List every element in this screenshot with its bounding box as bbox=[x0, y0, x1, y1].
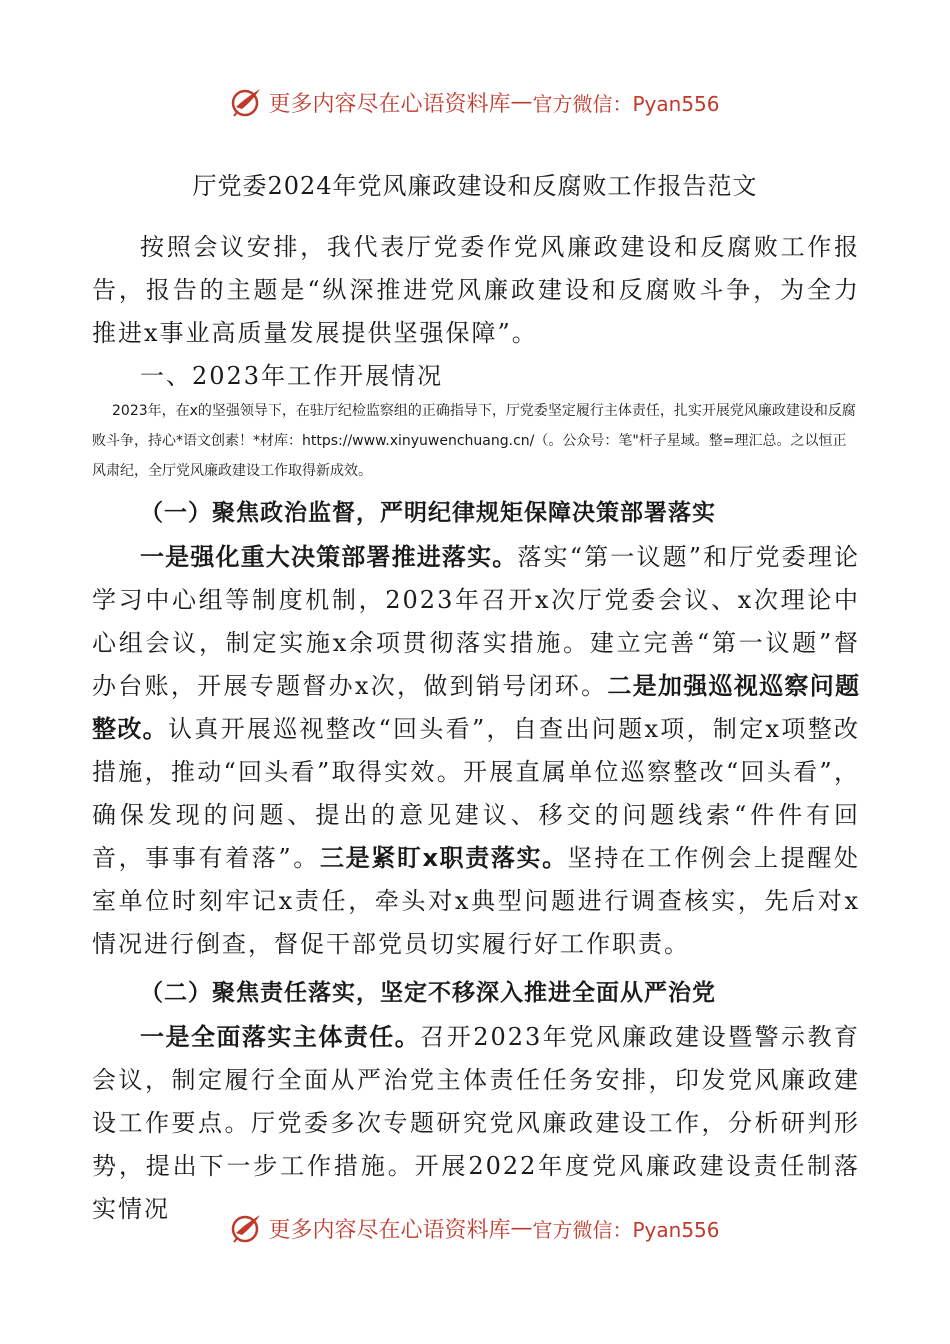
watermark-banner-top bbox=[0, 82, 950, 122]
watermark-brand: 更多内容尽在心语资料库 bbox=[268, 1217, 511, 1243]
watermark-brand: 更多内容尽在心语资料库 bbox=[268, 91, 511, 117]
sub2-point1-text: 召开2023年党风廉政建设暨警示教育会议，制定履行全面从严治党主体责任任务安排，印发党风廉政建设工作要点。厅党委多次专题研究党风廉政建设工作，分析研判形势，提出下一步工作措施。开展2022年度党风廉政建设责任制落实情况 bbox=[92, 1023, 861, 1223]
section1-heading: 一、2023年工作开展情况 bbox=[140, 362, 444, 390]
document-title: 厅党委2024年党风廉政建设和反腐败工作报告范文 bbox=[192, 172, 758, 200]
watermark-contact: 官方微信：Pyan556 bbox=[532, 1217, 720, 1242]
subsection1-body bbox=[92, 536, 860, 966]
section1-summary bbox=[92, 396, 860, 486]
sub1-point3-lead: 三是紧盯x职责落实。 bbox=[319, 844, 568, 872]
sub1-point3-text: 坚持在工作例会上提醒处室单位时刻牢记x责任，牵头对x典型问题进行调查核实，先后对x情况进行倒查，督促干部党员切实履行好工作职责。 bbox=[92, 844, 861, 958]
sub1-point1-text: 落实“第一议题”和厅党委理论学习中心组等制度机制，2023年召开x次厅党委会议、x次理论中心组会议，制定实施x余项贯彻落实措施。建立完善“第一议题”督办台账，开展专题督办x次，做到销号闭环。 bbox=[92, 543, 860, 700]
sub1-point2-text: 认真开展巡视整改“回头看”，自查出问题x项，制定x项整改措施，推动“回头看”取得实效。开展直属单位巡察整改“回头看”，确保发现的问题、提出的意见建议、移交的问题线索“件件有回音，事事有着落”。 bbox=[92, 715, 861, 872]
sub2-point1-lead: 一是全面落实主体责任。 bbox=[140, 1023, 421, 1051]
watermark-separator: — bbox=[510, 89, 533, 115]
section1-summary-text: 2023年，在x的坚强领导下，在驻厅纪检监察组的正确指导下，厅党委坚定履行主体责任，扎实开展党风廉政建设和反腐败斗争，持心*语文创素！*材库：https://www.xinyuwenchuang.cn/（。公众号：笔"杆子星域。整=理汇总。之以恒正风肃纪，全厅党风廉政建设工作取得新成效。 bbox=[92, 403, 856, 479]
watermark-contact: 官方微信：Pyan556 bbox=[532, 91, 720, 116]
subsection2-heading: （二）聚焦责任落实，坚定不移深入推进全面从严治党 bbox=[140, 980, 716, 1006]
subsection1-heading: （一）聚焦政治监督，严明纪律规矩保障决策部署落实 bbox=[140, 500, 716, 526]
quill-pen-logo bbox=[230, 85, 264, 119]
sub1-point1-lead: 一是强化重大决策部署推进落实。 bbox=[140, 543, 518, 571]
subsection2-body bbox=[92, 1016, 860, 1231]
sub1-point2-lead: 二是加强巡视巡察问题整改。 bbox=[92, 672, 860, 743]
quill-pen-logo bbox=[230, 1211, 264, 1245]
watermark-separator: — bbox=[510, 1215, 533, 1241]
intro-paragraph: 按照会议安排，我代表厅党委作党风廉政建设和反腐败工作报告，报告的主题是“纵深推进党风廉政建设和反腐败斗争，为全力推进x事业高质量发展提供坚强保障”。 bbox=[92, 233, 860, 347]
watermark-banner-bottom bbox=[0, 1208, 950, 1248]
